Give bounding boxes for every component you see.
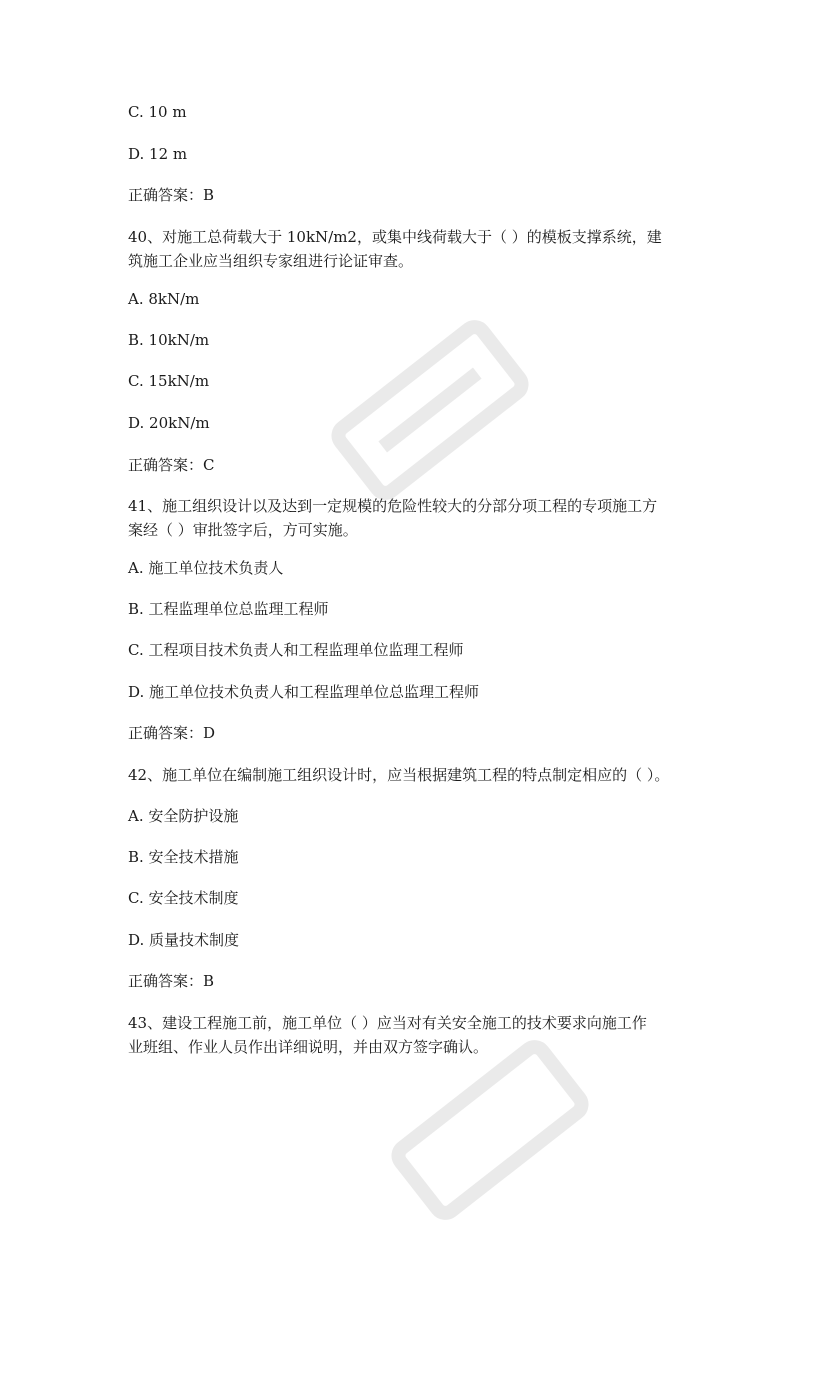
q41-option-c: C. 工程项目技术负责人和工程监理单位监理工程师 — [128, 641, 464, 659]
q42-option-d: D. 质量技术制度 — [128, 931, 240, 949]
q41-option-a: A. 施工单位技术负责人 — [128, 559, 284, 577]
q41-option-b: B. 工程监理单位总监理工程师 — [128, 600, 329, 618]
q40-option-d: D. 20kN/m — [128, 414, 210, 432]
q40-option-a: A. 8kN/m — [128, 290, 200, 308]
q42-option-b: B. 安全技术措施 — [128, 848, 239, 866]
q40-answer: 正确答案：C — [128, 456, 215, 474]
q40-option-c: C. 15kN/m — [128, 372, 210, 390]
q41-question-line-1: 41、施工组织设计以及达到一定规模的危险性较大的分部分项工程的专项施工方 — [128, 497, 658, 515]
q42-question: 42、施工单位在编制施工组织设计时，应当根据建筑工程的特点制定相应的（ ）。 — [128, 766, 670, 784]
q41-answer: 正确答案：D — [128, 724, 216, 742]
q41-question-line-2: 案经（ ）审批签字后，方可实施。 — [128, 521, 358, 539]
q41-option-d: D. 施工单位技术负责人和工程监理单位总监理工程师 — [128, 683, 480, 701]
watermark-graphic-lower — [308, 948, 673, 1313]
watermark-shape-lower-icon — [308, 948, 673, 1313]
q40-option-b: B. 10kN/m — [128, 331, 210, 349]
q39-option-d: D. 12 m — [128, 145, 188, 163]
q40-question-line-1: 40、对施工总荷载大于 10kN/m2，或集中线荷载大于（ ）的模板支撑系统，建 — [128, 228, 662, 246]
q39-answer: 正确答案：B — [128, 186, 215, 204]
q42-answer: 正确答案：B — [128, 972, 215, 990]
q40-question-line-2: 筑施工企业应当组织专家组进行论证审查。 — [128, 252, 414, 270]
q39-option-c: C. 10 m — [128, 103, 187, 121]
q43-question-line-1: 43、建设工程施工前，施工单位（ ）应当对有关安全施工的技术要求向施工作 — [128, 1014, 647, 1032]
q43-question-line-2: 业班组、作业人员作出详细说明，并由双方签字确认。 — [128, 1038, 489, 1056]
q42-option-a: A. 安全防护设施 — [128, 807, 239, 825]
q42-option-c: C. 安全技术制度 — [128, 889, 239, 907]
